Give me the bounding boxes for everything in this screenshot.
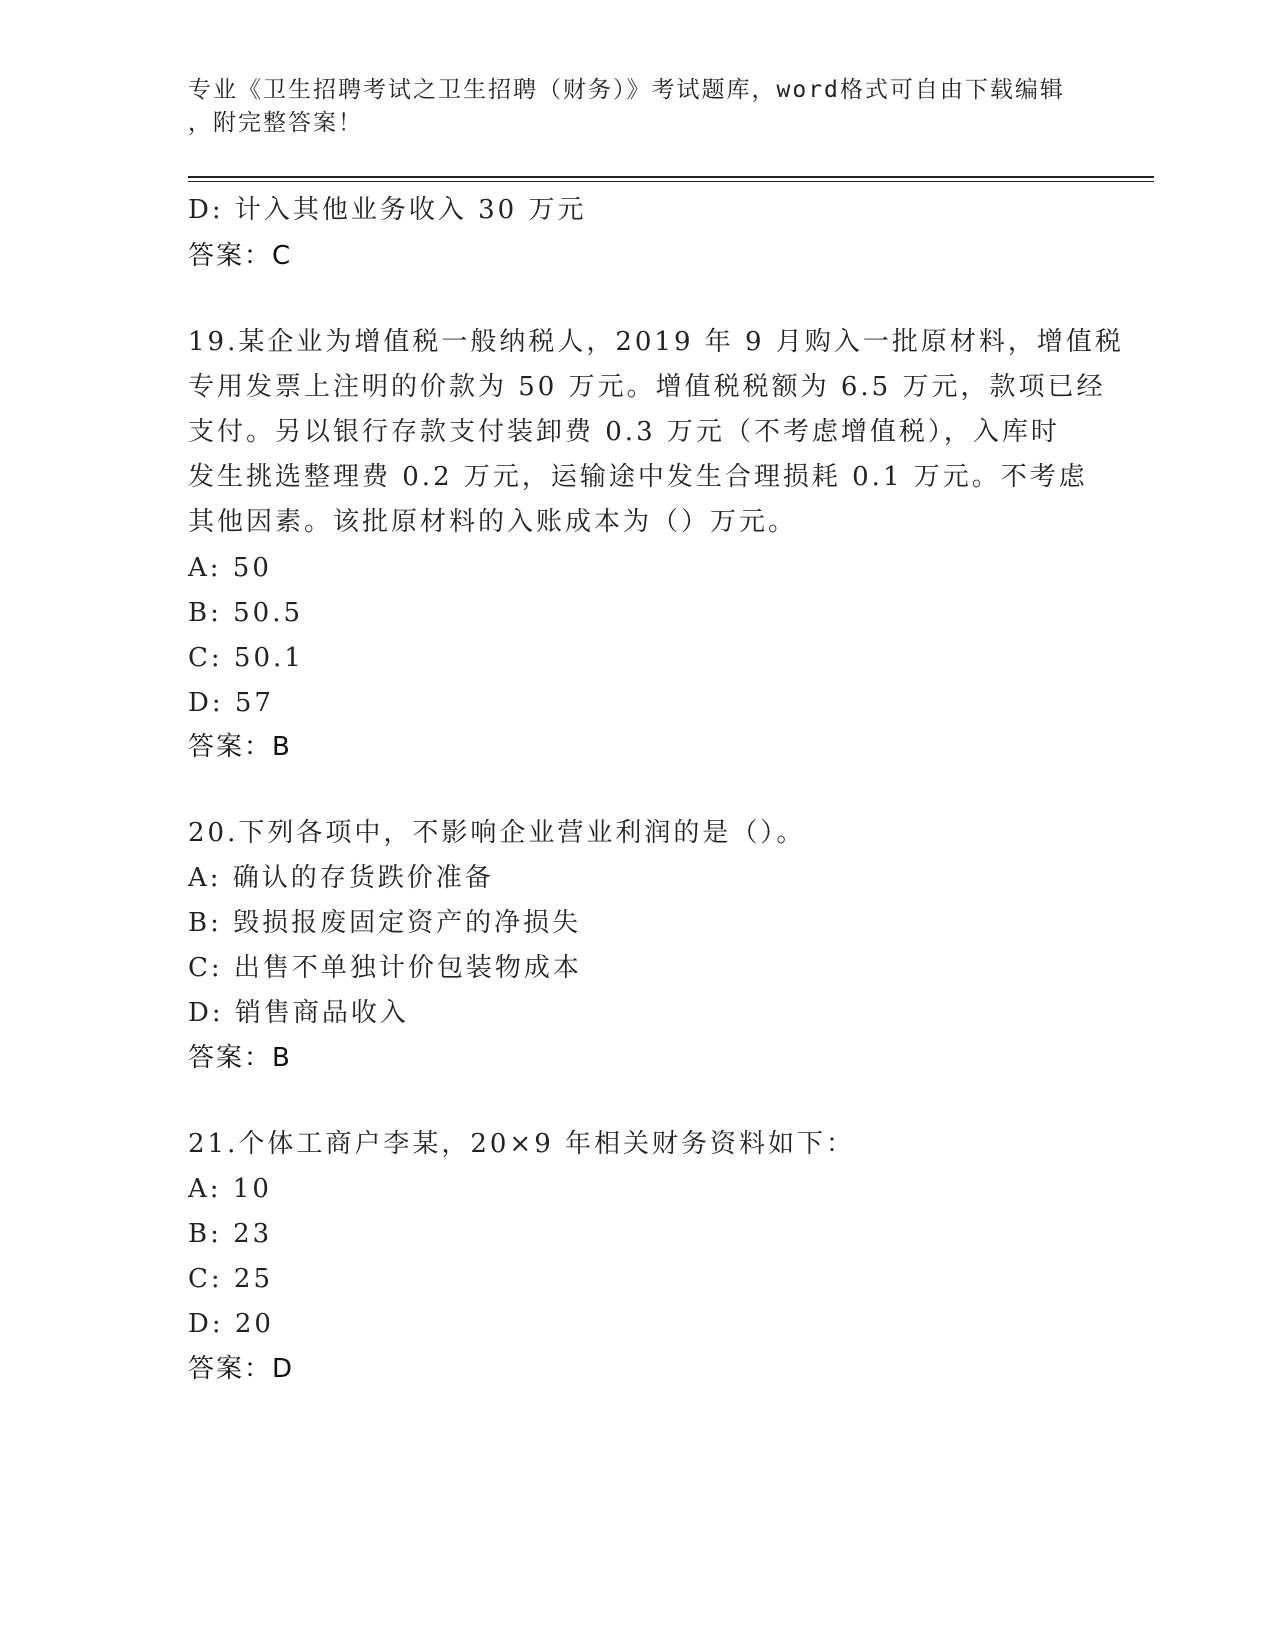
q21-option-d: D: 20 bbox=[188, 1309, 274, 1339]
q21-stem-line: 21.个体工商户李某，20×9 年相关财务资料如下： bbox=[188, 1129, 856, 1159]
q21-option-a: A: 10 bbox=[188, 1174, 272, 1204]
q19-stem-line: 其他因素。该批原材料的入账成本为（）万元。 bbox=[188, 507, 798, 537]
header-divider-thin bbox=[188, 181, 1154, 182]
q19-option-b: B: 50.5 bbox=[188, 598, 304, 628]
q19-stem-line: 专用发票上注明的价款为 50 万元。增值税税额为 6.5 万元，款项已经 bbox=[188, 372, 1106, 402]
q21-answer: 答案：D bbox=[188, 1354, 295, 1384]
q19-answer: 答案：B bbox=[188, 732, 292, 762]
q20-option-b: B: 毁损报废固定资产的净损失 bbox=[188, 908, 582, 938]
header-divider-thick bbox=[188, 176, 1154, 178]
q21-option-c: C: 25 bbox=[188, 1264, 274, 1294]
q19-stem-line: 发生挑选整理费 0.2 万元，运输途中发生合理损耗 0.1 万元。不考虑 bbox=[188, 462, 1088, 492]
q19-stem-line: 支付。另以银行存款支付装卸费 0.3 万元（不考虑增值税），入库时 bbox=[188, 417, 1060, 447]
q20-stem-line: 20.下列各项中，不影响企业营业利润的是（）。 bbox=[188, 818, 806, 848]
q20-answer: 答案：B bbox=[188, 1043, 292, 1073]
header-line-1: 专业《卫生招聘考试之卫生招聘（财务）》考试题库，word格式可自由下载编辑 bbox=[188, 77, 1065, 103]
q20-option-a: A: 确认的存货跌价准备 bbox=[188, 863, 494, 893]
q19-option-a: A: 50 bbox=[188, 553, 272, 583]
q21-option-b: B: 23 bbox=[188, 1219, 273, 1249]
q20-option-d: D: 销售商品收入 bbox=[188, 998, 409, 1028]
document-header bbox=[188, 74, 1068, 140]
header-line-2: ，附完整答案！ bbox=[188, 110, 363, 136]
q19-option-d: D: 57 bbox=[188, 688, 274, 718]
q20-option-c: C: 出售不单独计价包装物成本 bbox=[188, 953, 582, 983]
q19-stem-line: 19.某企业为增值税一般纳税人，2019 年 9 月购入一批原材料，增值税 bbox=[188, 327, 1124, 357]
prev-option-d: D: 计入其他业务收入 30 万元 bbox=[188, 195, 587, 225]
prev-answer: 答案：C bbox=[188, 241, 293, 271]
q19-option-c: C: 50.1 bbox=[188, 643, 304, 673]
